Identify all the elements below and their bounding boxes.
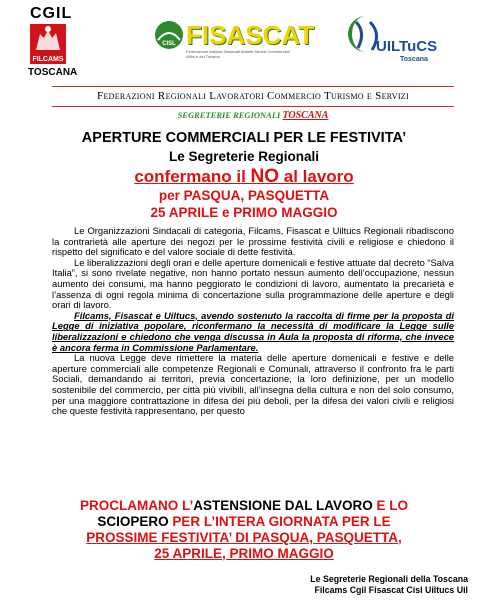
headline-no: NO	[250, 166, 280, 187]
document-subtitle: Le Segreterie Regionali	[168, 149, 320, 164]
filcams-figure-icon	[30, 24, 66, 54]
cgil-region-label: TOSCANA	[28, 67, 78, 78]
headline-part-a: confermano il	[134, 167, 251, 186]
fisascat-tagline: Federazione Italiana Sindacati Addetti Servizi Commerciali Affini e del Turismo	[186, 49, 290, 59]
logo-bar	[0, 0, 488, 84]
segreterie-label: SEGRETERIE REGIONALI	[177, 110, 281, 120]
segreterie-region: TOSCANA	[282, 110, 329, 121]
uiltucs-logo-text: UILTuCS	[376, 38, 438, 55]
segreterie-heading	[52, 110, 454, 121]
closing-dates: 25 APRILE, PRIMO MAGGIO	[154, 546, 334, 561]
paragraph: Le Organizzazioni Sindacali di categoria, Filcams, Fisascat e Uiltucs Regionali ribadiscono la contrarietà alle aperture dei negozi per le prossime festività civili e religiose e chiedono il rispetto del significato e del valore sociale di dette festività.	[52, 225, 454, 258]
filcams-logo-text: FILCAMS	[32, 56, 64, 63]
headline-confirm	[0, 166, 488, 188]
cisl-badge-text: CISL	[162, 41, 176, 47]
paragraph-emphasis: Filcams, Fisascat e Uiltucs, avendo sostenuto la raccolta di firme per la proposta di Legge di iniziativa popolare, riconfermano la necessità di modificare la Legge sulle liberalizzazioni e chiedono che venga discussa in Aula la proposta di riforma, che invece è ancora ferma in Commissione Parlamentare.	[52, 309, 454, 353]
closing-astensione: ASTENSIONE DAL LAVORO	[193, 498, 373, 513]
holidays-heading	[0, 187, 488, 221]
closing-proclamano: PROCLAMANO L’	[79, 498, 194, 513]
document-title: APERTURE COMMERCIALI PER LE FESTIVITA’	[81, 130, 407, 146]
signature-line-2: Filcams Cgil Fisascat Cisl Uiltucs Uil	[314, 585, 468, 595]
closing-intera-giornata: PER L’INTERA GIORNATA PER LE	[168, 514, 391, 529]
cisl-badge-icon	[154, 20, 184, 50]
signature-line-1: Le Segreterie Regionali della Toscana	[310, 574, 468, 584]
strike-announcement	[36, 498, 452, 562]
paragraph: La nuova Legge deve rimettere la materia delle aperture domenicali e festive e delle aperture commerciali alle competenze Regionali e Comunali, attraverso il confronto fra le parti Sociali, demandando ai territori, previa concertazione, la loro definizione, per un modello sostenibile del commercio, per città più vivibili, all’insegna della cultura e non del solo consumo, per una maggiore contrattazione in difesa dei più deboli, per la difesa dei valori civili e religiosi che queste festività rappresentano, per questo	[52, 352, 454, 417]
federation-heading: Federazioni Regionali Lavoratori Commercio Turismo e Servizi	[97, 90, 409, 102]
headline-part-b: al lavoro	[279, 167, 354, 186]
fisascat-logo-text: FISASCAT	[186, 20, 315, 50]
paragraph: Le liberalizzazioni degli orari e delle aperture domenicali e festive attuate dal decreto “Salva Italia”, si sono rivelate negative, non hanno portato nessun aumento dell’occupazione, nessun aumento dei consumi, ma hanno peggiorato le condizioni di lavoro, aumentato la precarietà e l’assenza di ogni regola minima di concertazione sulla programmazione delle aperture e degli orari di lavoro.	[52, 256, 454, 311]
cgil-logo-text: CGIL	[30, 5, 73, 22]
holidays-line-1: per PASQUA, PASQUETTA	[158, 188, 330, 203]
header-top-rule	[52, 86, 454, 87]
filcams-logo	[30, 24, 66, 64]
closing-festivita: PROSSIME FESTIVITA’ DI PASQUA, PASQUETTA,	[86, 530, 402, 545]
uiltucs-region-label: Toscana	[400, 56, 428, 63]
header-bottom-rule	[52, 106, 454, 107]
body-text	[52, 226, 454, 417]
holidays-line-2: 25 APRILE e PRIMO MAGGIO	[150, 205, 338, 220]
closing-sciopero: SCIOPERO	[97, 514, 169, 529]
closing-e-lo: E LO	[372, 498, 409, 513]
signature	[250, 574, 468, 596]
